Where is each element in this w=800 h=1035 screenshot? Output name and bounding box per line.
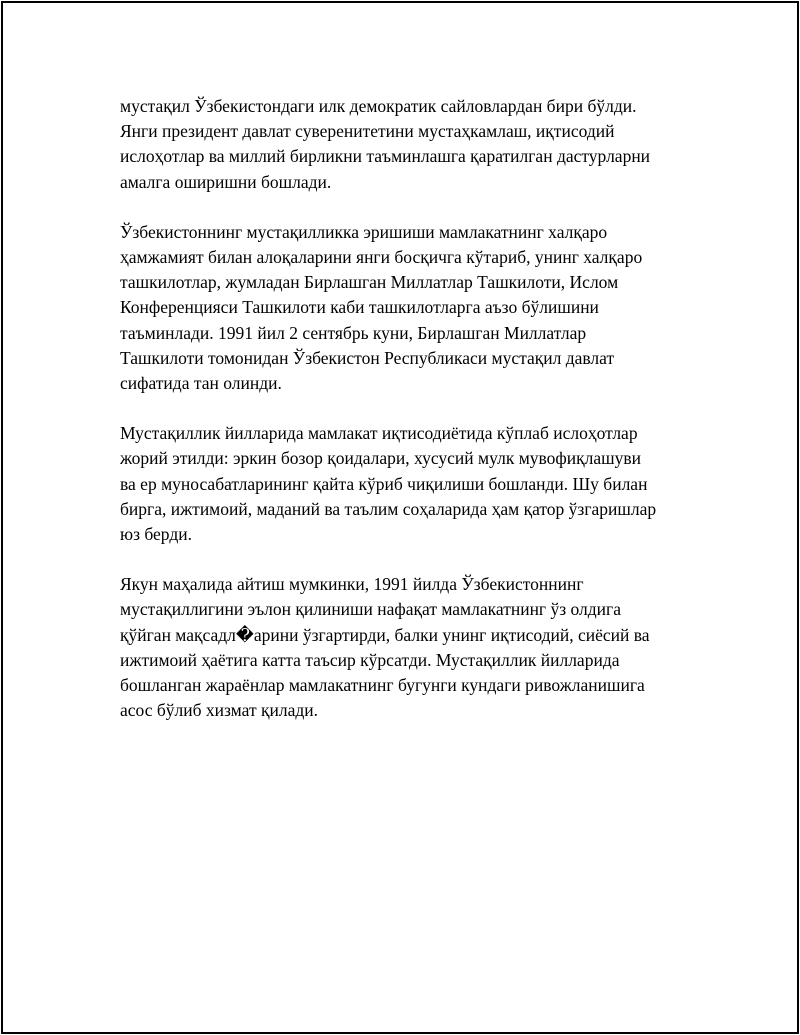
text-line: ташкилотлар, жумладан Бирлашган Миллатлар Ташкилоти, Ислом bbox=[120, 272, 619, 293]
text-line: ижтимоий ҳаётига катта таъсир кўрсатди. Мустақиллик йилларида bbox=[120, 649, 620, 670]
text-line: Ўзбекистоннинг мустақилликка эришиши мамлакатнинг халқаро bbox=[120, 221, 608, 242]
text-line: мустақил Ўзбекистондаги илк демократик сайловлардан бири бўлди. bbox=[120, 96, 637, 116]
text-line: асос бўлиб хизмат қилади. bbox=[120, 700, 318, 721]
text-line: Ташкилоти томонидан Ўзбекистон Республикаси мустақил давлат bbox=[120, 347, 615, 368]
text-line: мустақиллигини эълон қилиниши нафақат мамлакатнинг ўз олдига bbox=[120, 599, 621, 620]
text-line: жорий этилди: эркин бозор қоидалари, хусусий мулк мувофиқлашуви bbox=[120, 448, 641, 469]
text-line: Конференцияси Ташкилоти каби ташкилотларга аъзо бўлишини bbox=[120, 297, 599, 318]
text-line: таъминлади. 1991 йил 2 сентябрь куни, Бирлашган Миллатлар bbox=[120, 322, 587, 343]
text-line: Мустақиллик йилларида мамлакат иқтисодиётида кўплаб ислоҳотлар bbox=[120, 423, 638, 444]
paragraph-1 bbox=[120, 94, 700, 195]
text-line: Янги президент давлат суверенитетини мустаҳкамлаш, иқтисодий bbox=[120, 121, 615, 142]
text-line: бирга, ижтимоий, маданий ва таълим соҳаларида ҳам қатор ўзгаришлар bbox=[120, 498, 657, 519]
text-line: амалга оширишни бошлади. bbox=[120, 171, 332, 192]
document-page bbox=[1, 1, 799, 1034]
text-line: қўйган мақсадл�арини ўзгартирди, балки унинг иқтисодий, сиёсий ва bbox=[120, 624, 650, 645]
paragraph-4 bbox=[120, 572, 700, 723]
text-line: юз берди. bbox=[120, 524, 192, 545]
paragraph-3 bbox=[120, 421, 700, 547]
text-line: Якун маҳалида айтиш мумкинки, 1991 йилда Ўзбекистоннинг bbox=[120, 574, 584, 595]
text-line: сифатида тан олинди. bbox=[120, 373, 282, 394]
text-line: ҳамжамият билан алоқаларини янги босқичга кўтариб, унинг халқаро bbox=[120, 247, 643, 268]
document-body bbox=[120, 94, 700, 748]
text-line: ислоҳотлар ва миллий бирликни таъминлашга қаратилган дастурларни bbox=[120, 146, 651, 167]
text-line: бошланган жараёнлар мамлакатнинг бугунги кундаги ривожланишига bbox=[120, 675, 645, 696]
text-line: ва ер муносабатларининг қайта кўриб чиқилиши бошланди. Шу билан bbox=[120, 473, 648, 494]
paragraph-2 bbox=[120, 220, 700, 396]
